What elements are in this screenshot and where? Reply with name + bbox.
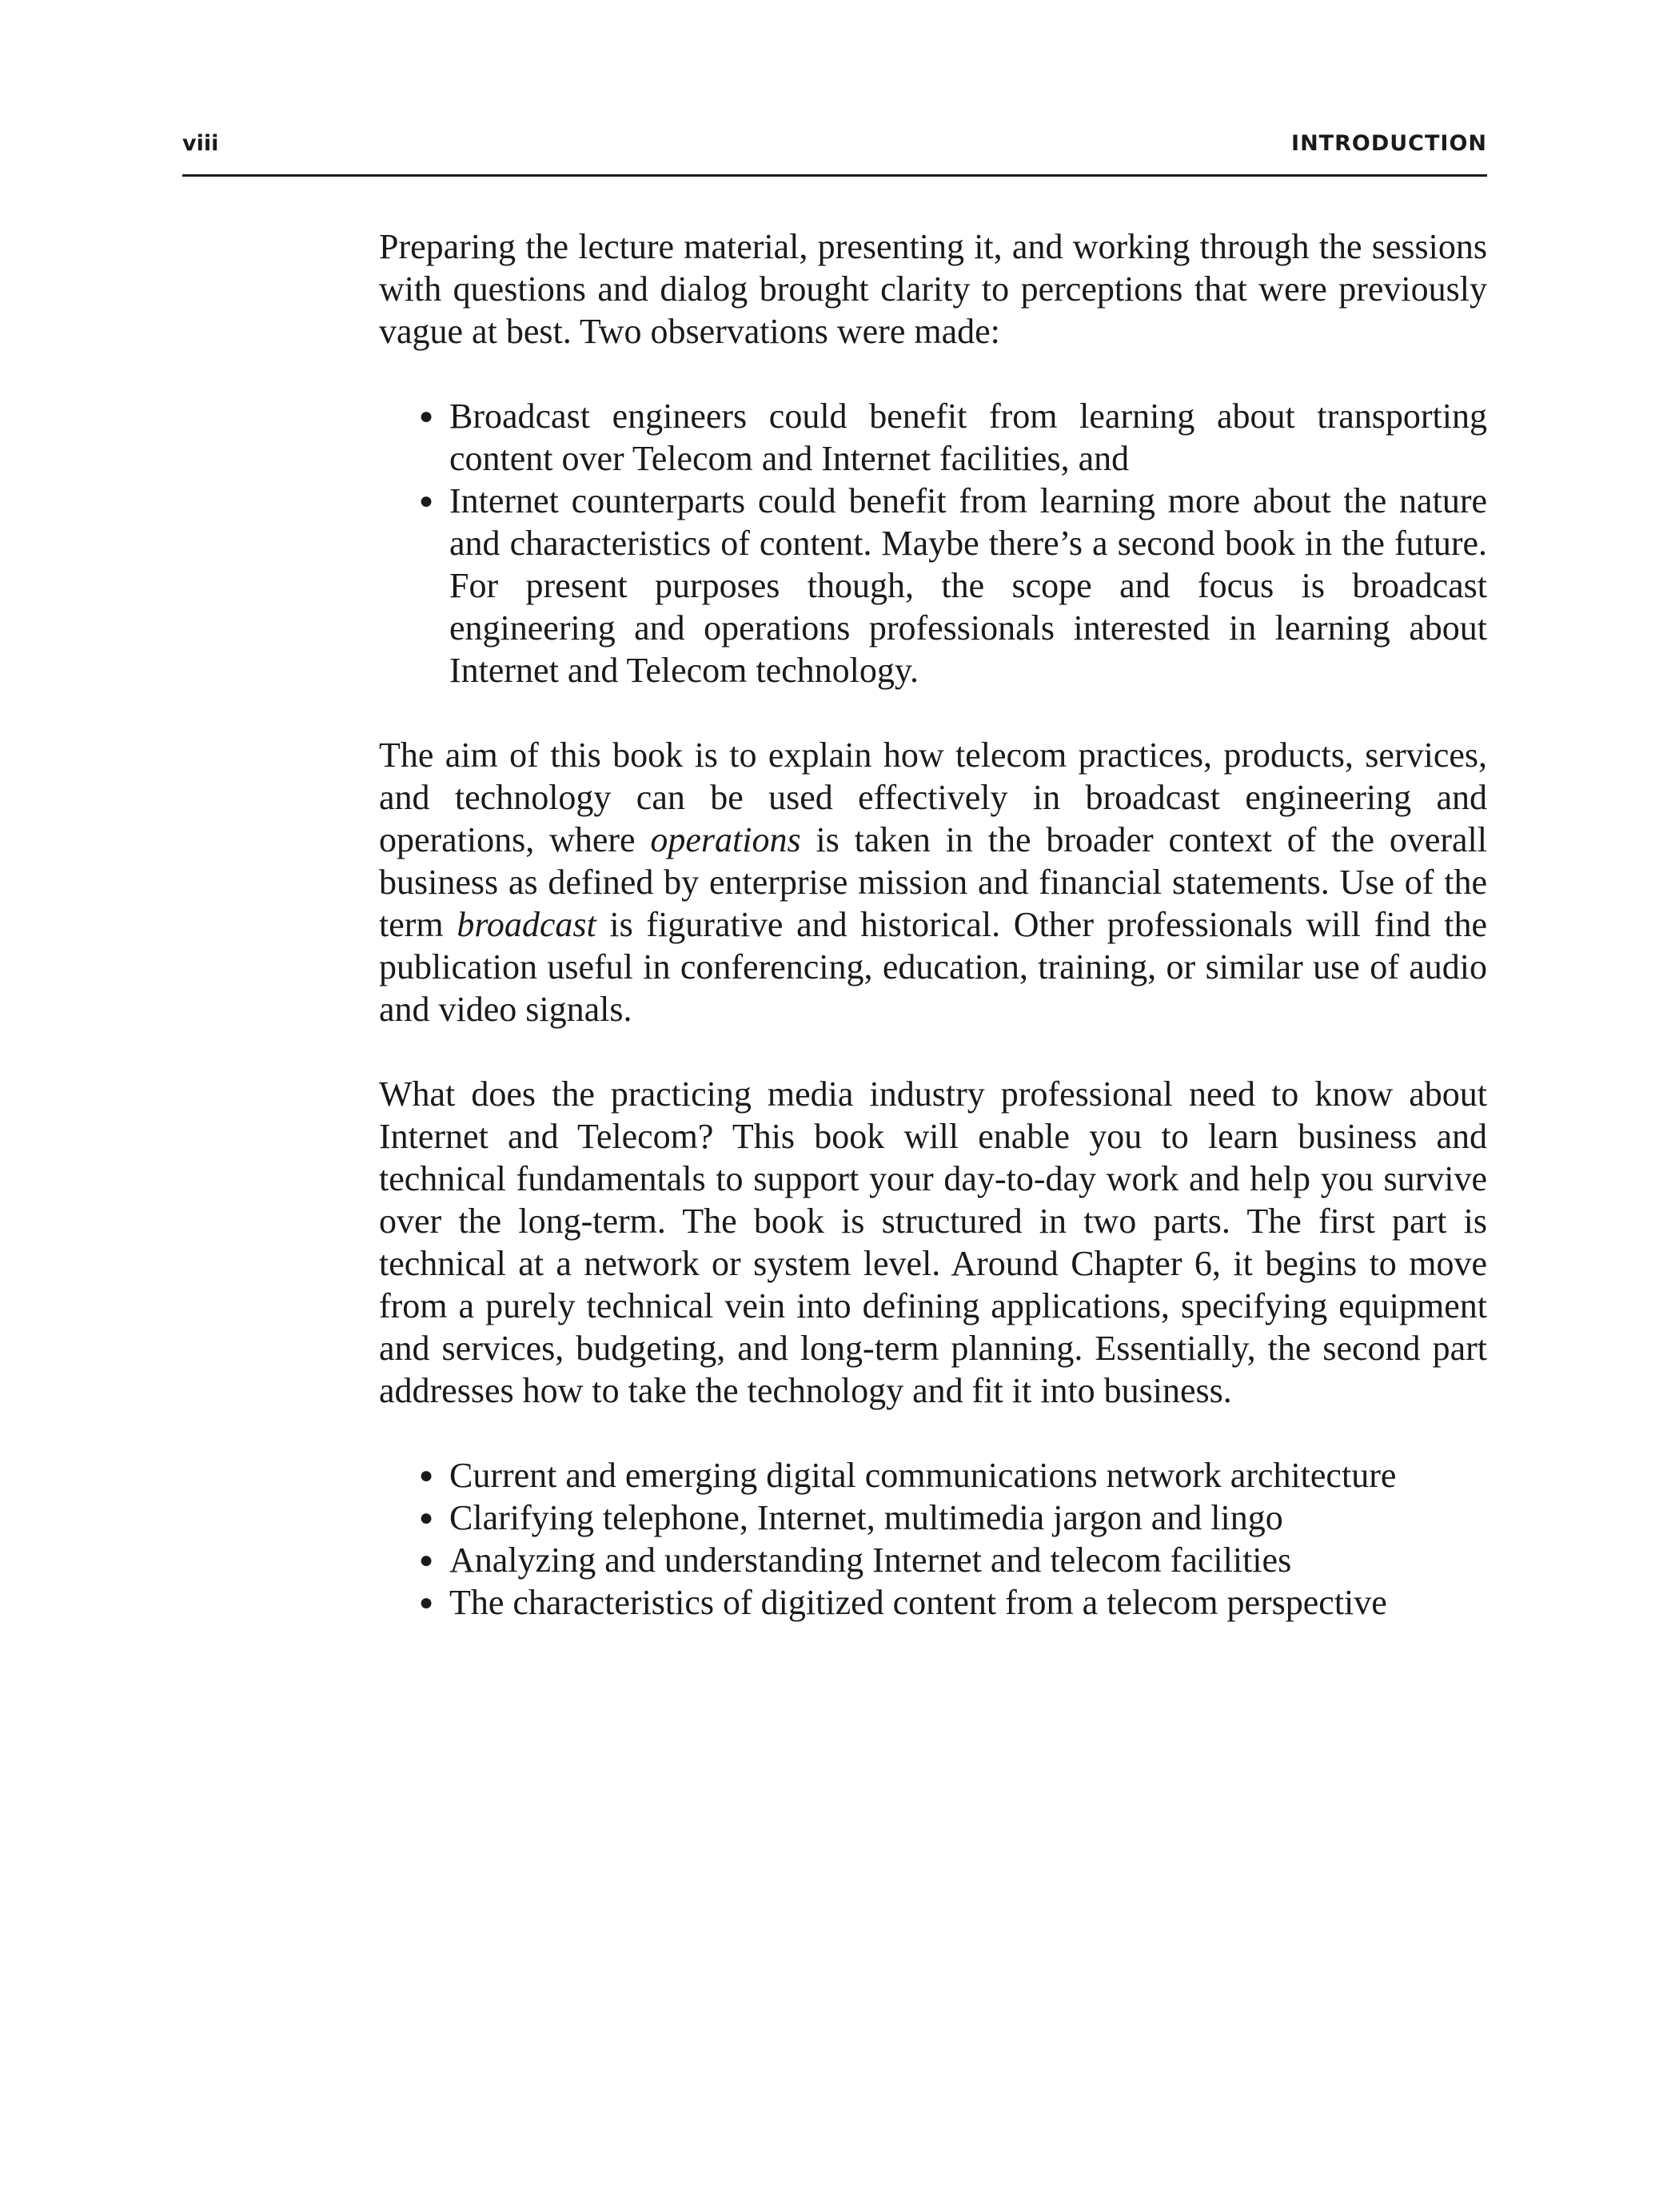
paragraph-2-part-c: is figurative and historical. Other professionals will find the publication useful in conferencing, education, training, or similar use of audio and video signals.: [379, 905, 1487, 1029]
paragraph-1: Preparing the lecture material, presenting it, and working through the sessions with questions and dialog brought clarity to perceptions that were previously vague at best. Two observations were made:: [379, 227, 1487, 351]
running-head: [182, 126, 1487, 177]
bullet-icon: ●: [419, 403, 434, 429]
list-item-text: Broadcast engineers could benefit from learning about transporting content over Telecom and Internet facilities, and: [449, 397, 1487, 478]
bullet-icon: ●: [419, 1547, 434, 1573]
list-item-text: Current and emerging digital communications network architecture: [449, 1456, 1397, 1495]
observations-list: [379, 395, 1487, 691]
list-item: [419, 395, 1487, 480]
list-item-text: Analyzing and understanding Internet and telecom facilities: [449, 1540, 1292, 1580]
bullet-icon: ●: [419, 1589, 434, 1616]
paragraph-2-part-b: is taken in the broader context of the overall business as defined by enterprise mission and financial statements. Use of the term: [379, 820, 1487, 944]
list-item: [419, 1454, 1487, 1497]
list-item: [419, 480, 1487, 691]
paragraph-2-part-a: The aim of this book is to explain how telecom practices, products, services, and technology can be used effectively in broadcast engineering and operations, where: [379, 735, 1487, 859]
list-item-text: The characteristics of digitized content from a telecom perspective: [449, 1583, 1387, 1622]
list-item-text: Clarifying telephone, Internet, multimedia jargon and lingo: [449, 1498, 1283, 1537]
list-item: [419, 1581, 1487, 1624]
paragraph-3: What does the practicing media industry professional need to know about Internet and Telecom? This book will enable you to learn business and technical fundamentals to support your day-to-day work and help you survive over the long-term. The book is structured in two parts. The first part is technical at a network or system level. Around Chapter 6, it begins to move from a purely technical vein into defining applications, specifying equipment and services, budgeting, and long-term planning. Essentially, the second part addresses how to take the technology and fit it into business.: [379, 1074, 1487, 1410]
bullet-icon: ●: [419, 488, 434, 514]
bullet-icon: ●: [419, 1462, 434, 1489]
list-item: [419, 1539, 1487, 1581]
paragraph-spacer: [379, 1030, 1487, 1073]
page-number: viii: [182, 131, 219, 156]
topics-list: [379, 1454, 1487, 1624]
paragraph-spacer: [379, 691, 1487, 734]
list-item: [419, 1497, 1487, 1539]
bullet-icon: ●: [419, 1505, 434, 1531]
paragraph-spacer: [379, 1412, 1487, 1454]
list-item-text: Internet counterparts could benefit from learning more about the nature and characteristics of content. Maybe there’s a second book in the future. For present purposes though, the scope and focus is broadcast engineering and operations professionals interested in learning about Internet and Telecom technology.: [449, 481, 1487, 690]
italic-term-operations: operations: [650, 820, 801, 859]
italic-term-broadcast: broadcast: [457, 905, 596, 944]
paragraph-spacer: [379, 353, 1487, 395]
paragraph-2: [379, 734, 1487, 1030]
body-text: [379, 225, 1487, 1624]
section-title: INTRODUCTION: [1291, 131, 1487, 156]
